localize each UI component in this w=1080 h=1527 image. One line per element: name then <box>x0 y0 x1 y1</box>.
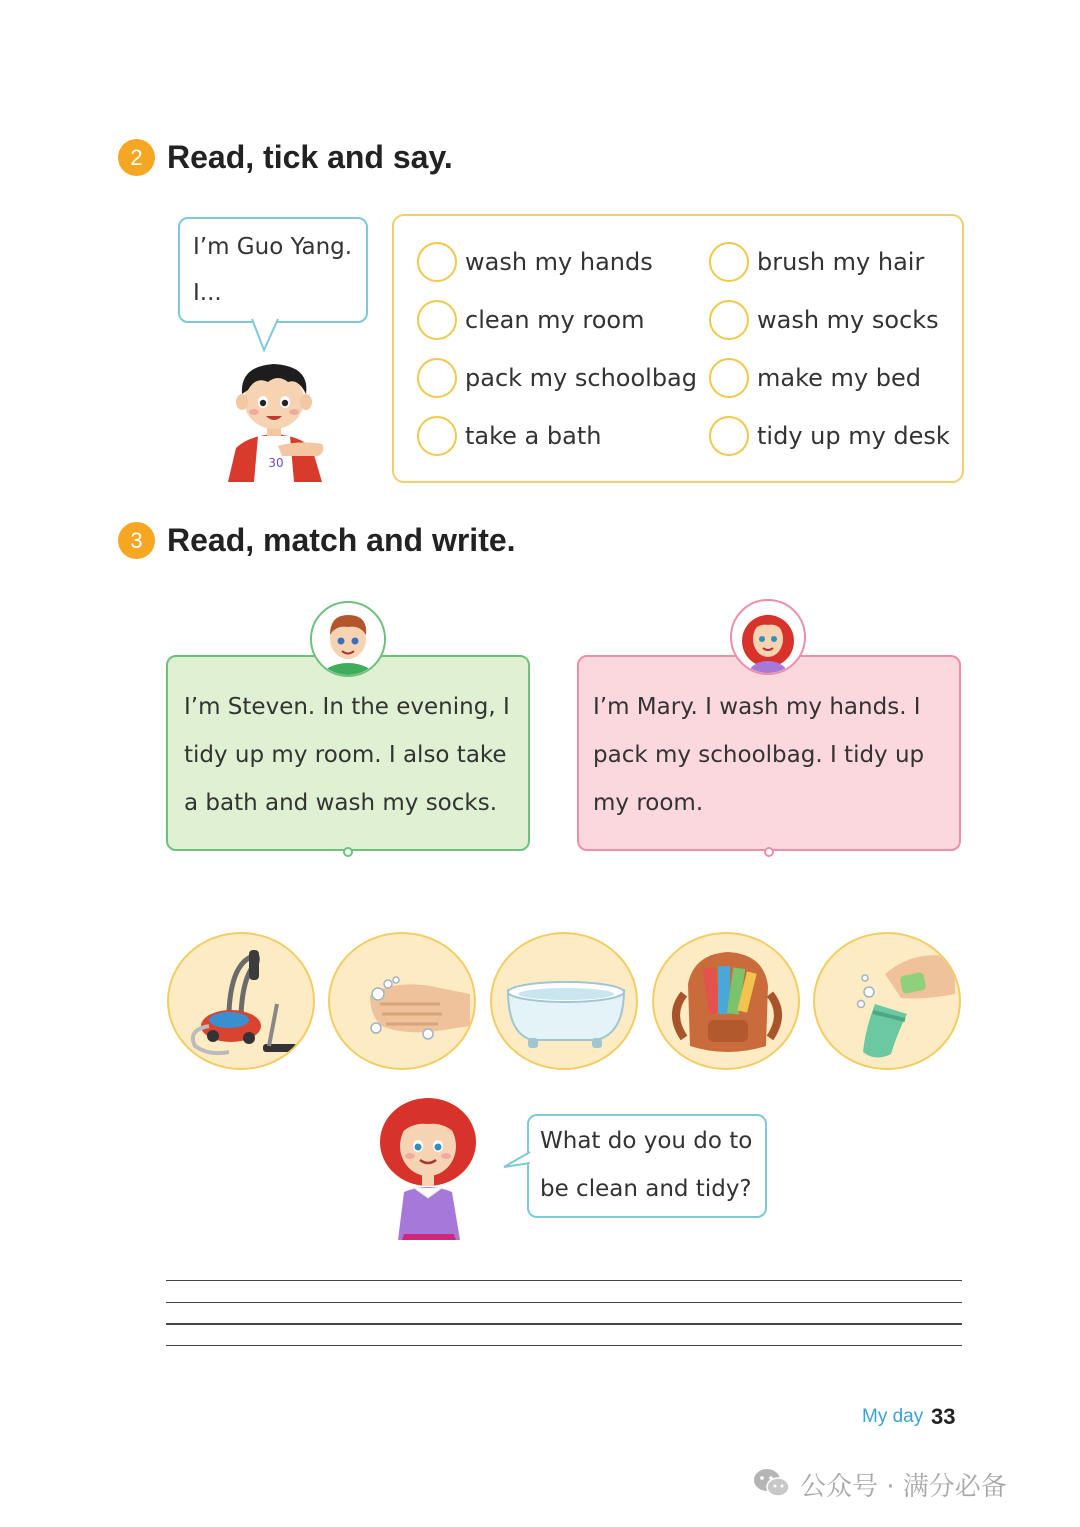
checklist-item-pack-my-schoolbag[interactable] <box>417 358 697 398</box>
page-number: 33 <box>931 1404 956 1429</box>
writing-line[interactable] <box>166 1302 962 1303</box>
tick-circle[interactable] <box>417 242 457 282</box>
speech-bubble-guo-yang <box>178 217 368 323</box>
section-number-badge: 3 <box>118 522 155 559</box>
picture-washing-hands[interactable] <box>328 932 476 1070</box>
bathtub-icon <box>492 934 636 1068</box>
washing-socks-icon <box>815 934 959 1068</box>
match-dot-mary[interactable] <box>764 847 774 857</box>
checklist-item-wash-my-hands[interactable] <box>417 242 653 282</box>
checklist-item-tidy-up-my-desk[interactable] <box>709 416 950 456</box>
tick-circle[interactable] <box>417 416 457 456</box>
unit-label: My day <box>862 1406 924 1427</box>
bubble-tail <box>250 318 280 352</box>
girl-mary-illustration <box>376 1094 480 1240</box>
tick-circle[interactable] <box>417 358 457 398</box>
section-title: Read, tick and say. <box>167 139 453 175</box>
vacuum-cleaner-icon <box>169 934 313 1068</box>
boy-guo-yang-illustration <box>218 360 330 482</box>
match-dot-steven[interactable] <box>343 847 353 857</box>
picture-bathtub[interactable] <box>490 932 638 1070</box>
watermark-text: 公众号 · 满分必备 <box>800 1472 1007 1502</box>
checklist-label: take a bath <box>465 422 602 450</box>
section-2-header <box>118 139 453 176</box>
steven-text: I’m Steven. In the evening, I tidy up my room. I also take a bath and wash my socks. <box>184 694 510 816</box>
checklist-item-clean-my-room[interactable] <box>417 300 644 340</box>
steven-avatar <box>310 601 386 677</box>
question-line-2: be clean and tidy? <box>540 1176 752 1202</box>
checklist-label: make my bed <box>757 364 921 392</box>
washing-hands-icon <box>330 934 474 1068</box>
tick-circle[interactable] <box>709 358 749 398</box>
checklist-item-make-my-bed[interactable] <box>709 358 921 398</box>
bubble-line-2: I... <box>193 280 222 306</box>
bubble-line-1: I’m Guo Yang. <box>193 234 353 260</box>
writing-line[interactable] <box>166 1323 962 1325</box>
jersey-number: 30 <box>268 456 284 470</box>
tick-circle[interactable] <box>709 300 749 340</box>
question-line-1: What do you do to <box>540 1128 753 1154</box>
question-bubble <box>527 1114 767 1218</box>
steven-text-card <box>166 655 530 851</box>
picture-washing-socks[interactable] <box>813 932 961 1070</box>
checklist-item-take-a-bath[interactable] <box>417 416 601 456</box>
tick-circle[interactable] <box>709 416 749 456</box>
mary-text: I’m Mary. I wash my hands. I pack my schoolbag. I tidy up my room. <box>593 694 925 816</box>
checklist-label: wash my hands <box>465 248 653 276</box>
question-bubble-tail <box>503 1150 531 1172</box>
checklist-label: wash my socks <box>757 306 939 334</box>
tick-circle[interactable] <box>417 300 457 340</box>
checklist-label: clean my room <box>465 306 645 334</box>
checklist-label: brush my hair <box>757 248 925 276</box>
picture-vacuum-cleaner[interactable] <box>167 932 315 1070</box>
checklist-item-brush-my-hair[interactable] <box>709 242 924 282</box>
tick-circle[interactable] <box>709 242 749 282</box>
writing-line[interactable] <box>166 1345 962 1346</box>
picture-schoolbag[interactable] <box>652 932 800 1070</box>
mary-text-card <box>577 655 961 851</box>
mary-avatar <box>730 599 806 675</box>
section-title: Read, match and write. <box>167 522 516 558</box>
writing-line[interactable] <box>166 1280 962 1281</box>
checklist-label: tidy up my desk <box>757 422 950 450</box>
section-number-badge: 2 <box>118 139 155 176</box>
wechat-icon <box>752 1466 792 1500</box>
checklist-item-wash-my-socks[interactable] <box>709 300 939 340</box>
schoolbag-icon <box>654 934 798 1068</box>
checklist-label: pack my schoolbag <box>465 364 697 392</box>
section-3-header <box>118 522 516 559</box>
